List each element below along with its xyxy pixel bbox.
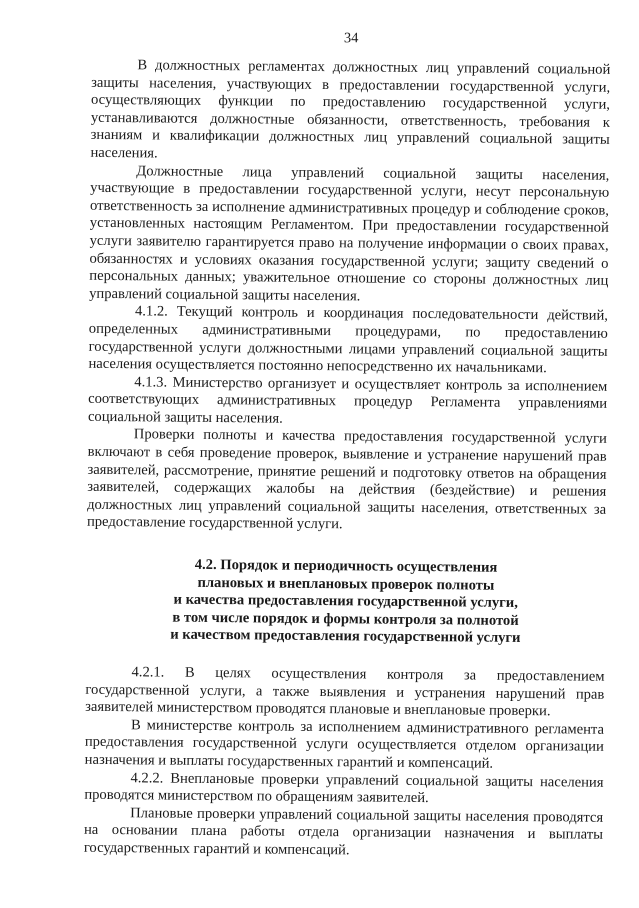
paragraph-officials-responsibility: Должностные лица управлений социальной защиты населения, участвующие в предоставлении государственной услуги, несут персональную ответственность за исполнение административных процедур и соблюдение сроков, установленных настоящим Регламентом. При предоставлении государственной услуги заявителю гарантируется право на получение информации о своих правах, обязанностях и условиях оказания государственной услуги; защиту сведений о персональных данных; уважительное отношение со стороны должностных лиц управлений социальной защиты населения. bbox=[89, 162, 610, 305]
paragraph-4-2-2: 4.2.2. Внеплановые проверки управлений социальной защиты населения проводятся министерством по обращениям заявителей. bbox=[84, 769, 604, 807]
paragraph-ministry-control: В министерстве контроль за исполнением административного регламента предоставления государственной услуги осуществляется отделом организации назначения и выплаты государственных гарантий и компенсаций. bbox=[84, 717, 605, 772]
section-heading-line: в том числе порядок и формы контроля за полнотой bbox=[172, 609, 519, 629]
section-heading-line: плановых и внеплановых проверок полноты bbox=[197, 574, 495, 594]
page-number: 34 bbox=[343, 30, 359, 47]
paragraph-planned-inspections: Плановые проверки управлений социальной защиты населения проводятся на основании плана работы отдела организации назначения и выплаты государственных гарантий и компенсаций. bbox=[83, 804, 604, 859]
paragraph-4-2-1: 4.2.1. В целях осуществления контроля за предоставлением государственной услуги, а также выявления и устранения нарушений прав заявителей министерством проводятся плановые и внеплановые проверки. bbox=[85, 664, 605, 720]
section-heading-4-2 bbox=[86, 556, 606, 649]
section-heading-line: 4.2. Порядок и периодичность осуществления bbox=[194, 556, 498, 576]
section-heading-line: и качества предоставления государственной услуги, bbox=[173, 591, 518, 612]
paragraph-inspections: Проверки полноты и качества предоставления государственной услуги включают в себя проведение проверок, выявление и устранение нарушений прав заявителей, рассмотрение, принятие решений и подготовку ответов на обращения заявителей, содержащих жалобы на действия (бездействие) и решения должностных лиц управлений социальной защиты населения, ответственных за предоставление государственной услуги. bbox=[86, 426, 607, 533]
paragraph-4-1-2: 4.1.2. Текущий контроль и координация последовательности действий, определенных административными процедурами, по предоставлению государственной услуги должностными лицами управлений социальной защиты населения осуществляется постоянно непосредственно их начальниками. bbox=[88, 303, 609, 377]
section-heading-line: и качеством предоставления государственной услуги bbox=[170, 627, 521, 647]
paragraph-4-1-3: 4.1.3. Министерство организует и осуществляет контроль за исполнением соответствующих административных процедур Регламента управлениями социальной защиты населения. bbox=[87, 373, 608, 427]
paragraph-regulations: В должностных регламентах должностных лиц управлений социальной защиты населения, участвующих в предоставлении государственной услуги, осуществляющих функции по предоставлению государственной услуги, устанавливаются должностные обязанности, ответственность, требования к знаниям и квалификации должностных лиц управлений социальной защиты населения. bbox=[90, 57, 611, 162]
